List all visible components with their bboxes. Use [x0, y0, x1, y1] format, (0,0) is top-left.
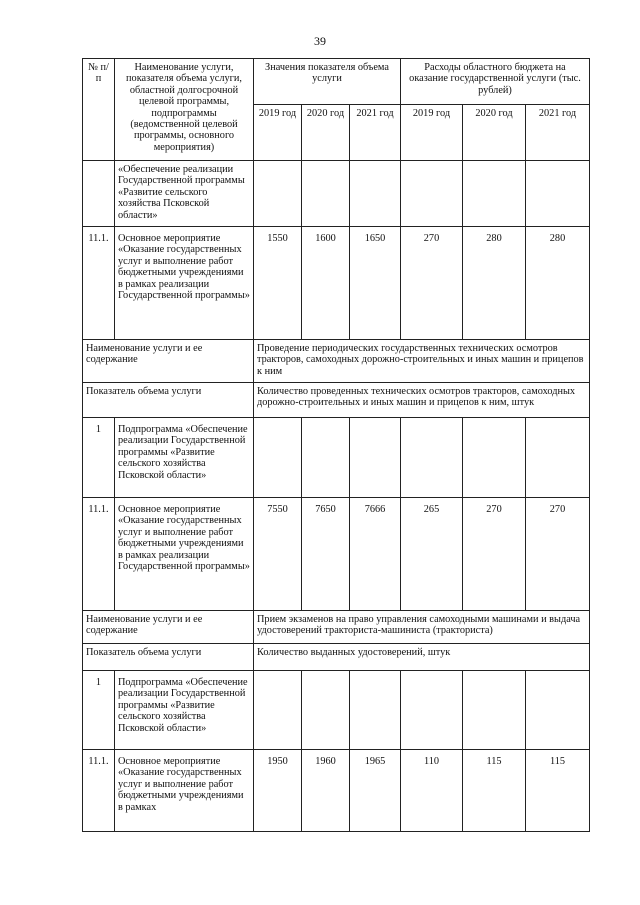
- volume-value: 1950: [254, 750, 302, 832]
- volume-value: 7666: [350, 498, 401, 611]
- measure-name: Основное мероприятие «Оказание государственных услуг и выполнение работ бюджетными учреждениями в рамках реализации Государственной программы»: [115, 498, 254, 611]
- subprogram-name: Подпрограмма «Обеспечение реализации Государственной программы «Развитие сельского хозяйства Псковской области»: [115, 671, 254, 750]
- header-year: 2021 год: [526, 105, 590, 161]
- measure-name: Основное мероприятие «Оказание государственных услуг и выполнение работ бюджетными учреждениями в рамках реализации Государственной программы»: [115, 227, 254, 340]
- header-volume-group: Значения показателя объема услуги: [254, 59, 401, 105]
- budget-value: 265: [401, 498, 463, 611]
- service-label: Наименование услуги и ее содержание: [83, 340, 254, 383]
- table-row: [83, 227, 590, 340]
- table-row: [83, 418, 590, 498]
- service-text: Проведение периодических государственных технических осмотров тракторов, самоходных дорожно-строительных и иных машин и прицепов к ним: [254, 340, 590, 383]
- table-row: [83, 161, 590, 227]
- indicator-label: Показатель объема услуги: [83, 383, 254, 418]
- header-year: 2021 год: [350, 105, 401, 161]
- row-num: 11.1.: [83, 498, 115, 611]
- budget-value: 280: [526, 227, 590, 340]
- service-text: Прием экзаменов на право управления самоходными машинами и выдача удостоверений тракториста-машиниста (тракториста): [254, 611, 590, 644]
- budget-value: 115: [526, 750, 590, 832]
- header-year: 2019 год: [254, 105, 302, 161]
- budget-value: 115: [463, 750, 526, 832]
- table-row: [83, 611, 590, 644]
- header-budget-group: Расходы областного бюджета на оказание государственной услуги (тыс. рублей): [401, 59, 590, 105]
- table-row: [83, 383, 590, 418]
- header-year: 2020 год: [463, 105, 526, 161]
- indicator-label: Показатель объема услуги: [83, 644, 254, 671]
- services-table: [82, 58, 590, 832]
- header-num: № п/п: [83, 59, 115, 161]
- table-row: [83, 644, 590, 671]
- row-num: 11.1.: [83, 227, 115, 340]
- volume-value: 1960: [302, 750, 350, 832]
- page-number: 39: [314, 34, 326, 48]
- volume-value: 7650: [302, 498, 350, 611]
- volume-value: 7550: [254, 498, 302, 611]
- row-num: 11.1.: [83, 750, 115, 832]
- table-row: [83, 671, 590, 750]
- table-row: [83, 498, 590, 611]
- budget-value: 110: [401, 750, 463, 832]
- service-label: Наименование услуги и ее содержание: [83, 611, 254, 644]
- header-year: 2020 год: [302, 105, 350, 161]
- header-year: 2019 год: [401, 105, 463, 161]
- continuation-text: «Обеспечение реализации Государственной программы «Развитие сельского хозяйства Псковской области»: [115, 161, 254, 227]
- measure-name: Основное мероприятие «Оказание государственных услуг и выполнение работ бюджетными учреждениями в рамках: [115, 750, 254, 832]
- volume-value: 1550: [254, 227, 302, 340]
- volume-value: 1965: [350, 750, 401, 832]
- row-num: 1: [83, 418, 115, 498]
- table-row: [83, 750, 590, 832]
- subprogram-name: Подпрограмма «Обеспечение реализации Государственной программы «Развитие сельского хозяйства Псковской области»: [115, 418, 254, 498]
- indicator-text: Количество проведенных технических осмотров тракторов, самоходных дорожно-строительных и иных машин и прицепов к ним, штук: [254, 383, 590, 418]
- volume-value: 1650: [350, 227, 401, 340]
- row-num: 1: [83, 671, 115, 750]
- header-name: Наименование услуги, показателя объема услуги, областной долгосрочной целевой программы, подпрограммы (ведомственной целевой программы, основного мероприятия): [115, 59, 254, 161]
- budget-value: 270: [401, 227, 463, 340]
- volume-value: 1600: [302, 227, 350, 340]
- budget-value: 270: [463, 498, 526, 611]
- budget-value: 280: [463, 227, 526, 340]
- indicator-text: Количество выданных удостоверений, штук: [254, 644, 590, 671]
- budget-value: 270: [526, 498, 590, 611]
- table-row: [83, 340, 590, 383]
